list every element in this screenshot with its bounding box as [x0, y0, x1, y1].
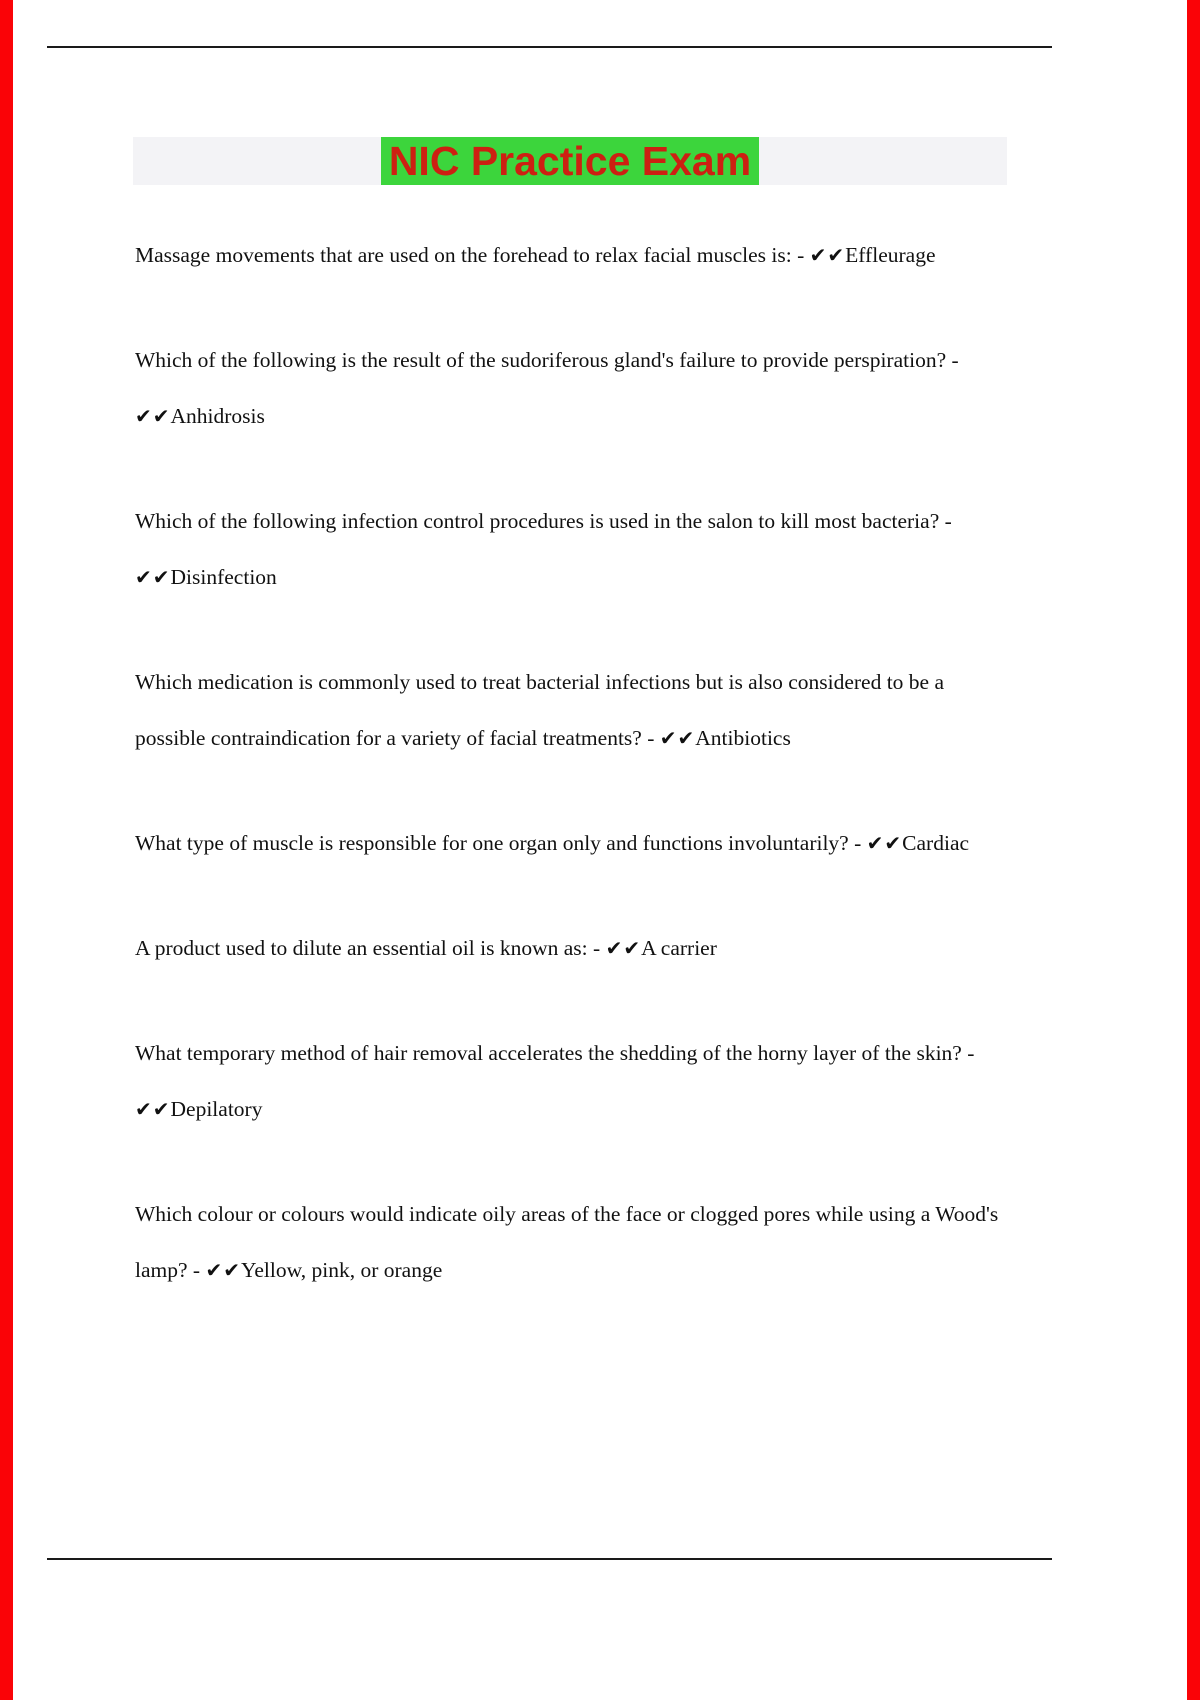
question-text: Which of the following infection control procedures is used in the salon to kill most bacteria? — [135, 509, 940, 533]
top-rule — [47, 46, 1052, 48]
answer-separator: - — [961, 1041, 975, 1065]
left-edge-bar — [0, 0, 13, 1700]
answer-text: Disinfection — [170, 565, 277, 589]
qa-item — [135, 815, 1007, 871]
question-text: What temporary method of hair removal accelerates the shedding of the horny layer of the skin? — [135, 1041, 962, 1065]
question-text: Massage movements that are used on the forehead to relax facial muscles is: — [135, 243, 792, 267]
check-icon: ✔✔ — [205, 1258, 241, 1282]
right-edge-bar — [1187, 0, 1200, 1700]
answer-text: A carrier — [641, 936, 717, 960]
answer-text: Effleurage — [845, 243, 936, 267]
qa-item — [135, 1186, 1007, 1298]
answer-separator: - — [848, 831, 867, 855]
question-text: Which of the following is the result of the sudoriferous gland's failure to provide perspiration? — [135, 348, 947, 372]
question-text: Which colour or colours would indicate oily areas of the face or clogged pores while using a Wood's lamp? — [135, 1202, 999, 1282]
check-icon: ✔✔ — [135, 1097, 171, 1121]
answer-text: Cardiac — [902, 831, 970, 855]
qa-item — [135, 332, 1007, 444]
answer-text: Yellow, pink, or orange — [240, 1258, 443, 1282]
qa-item — [135, 493, 1007, 605]
answer-text: Antibiotics — [695, 726, 791, 750]
qa-item — [135, 227, 1007, 283]
question-text: Which medication is commonly used to treat bacterial infections but is also considered to be a possible contraindication for a variety of facial treatments? — [135, 670, 945, 750]
question-text: A product used to dilute an essential oil is known as: — [135, 936, 588, 960]
qa-item — [135, 654, 1007, 766]
check-icon: ✔✔ — [135, 404, 171, 428]
page-title: NIC Practice Exam — [381, 137, 759, 185]
bottom-rule — [47, 1558, 1052, 1560]
qa-item — [135, 920, 1007, 976]
check-icon: ✔✔ — [809, 243, 846, 267]
check-icon: ✔✔ — [605, 936, 642, 960]
check-icon: ✔✔ — [135, 565, 171, 589]
answer-separator: - — [946, 348, 959, 372]
check-icon: ✔✔ — [659, 726, 696, 750]
check-icon: ✔✔ — [866, 831, 903, 855]
title-banner — [133, 137, 1007, 185]
question-text: What type of muscle is responsible for one organ only and functions involuntarily? — [135, 831, 849, 855]
answer-text: Anhidrosis — [170, 404, 265, 428]
answer-separator: - — [791, 243, 810, 267]
answer-separator: - — [587, 936, 606, 960]
qa-list — [135, 227, 1007, 1347]
answer-separator: - — [187, 1258, 206, 1282]
answer-separator: - — [939, 509, 952, 533]
answer-text: Depilatory — [170, 1097, 263, 1121]
qa-item — [135, 1025, 1007, 1137]
answer-separator: - — [641, 726, 660, 750]
